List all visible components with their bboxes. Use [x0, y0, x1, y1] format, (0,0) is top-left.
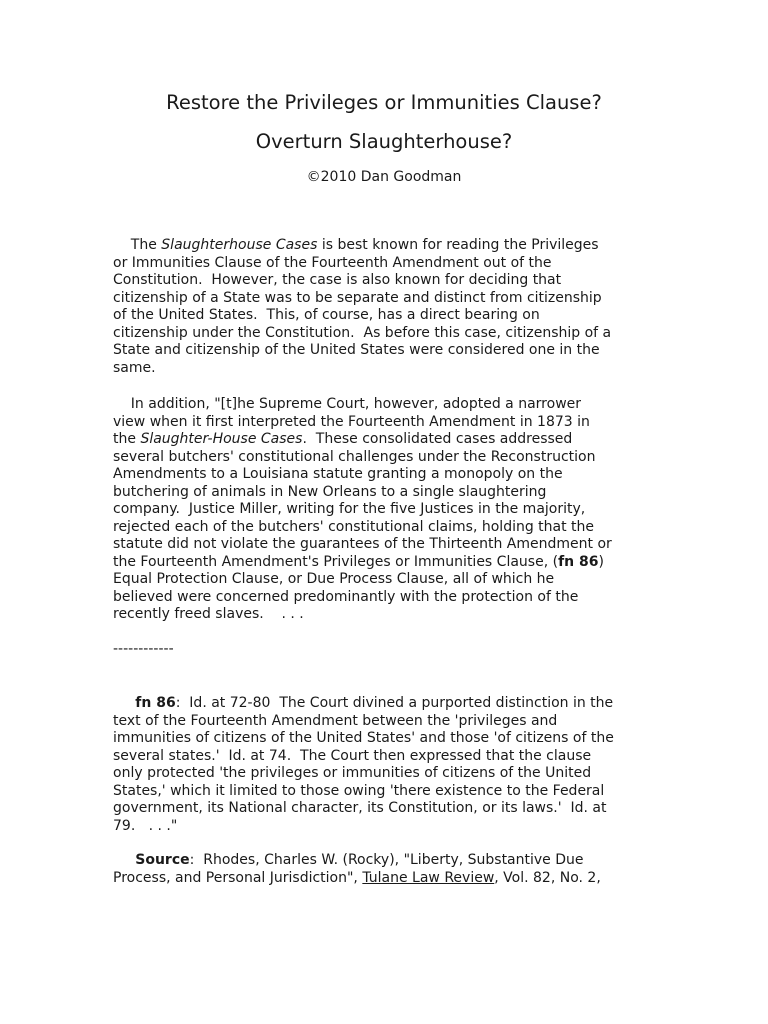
- source-line: [113, 852, 673, 870]
- footnote-line: [113, 695, 673, 713]
- paragraph-2-line: believed were concerned predominantly with the protection of the: [113, 588, 579, 605]
- text-run: [113, 852, 135, 868]
- paragraph-1-line: of the United States. This, of course, has a direct bearing on: [113, 307, 540, 323]
- paragraph-2-line: statute did not violate the guarantees of the Thirteenth Amendment or: [113, 536, 612, 552]
- text-run: [113, 695, 135, 711]
- footnote-line: government, its National character, its Constitution, or its laws.' Id. at: [113, 800, 607, 816]
- paragraph-1: [113, 237, 673, 377]
- title-line-2: Overturn Slaughterhouse?: [255, 130, 513, 153]
- paragraph-2-line: rejected each of the butchers' constitutional claims, holding that the: [113, 518, 595, 535]
- title-line-1: Restore the Privileges or Immunities Clause?: [166, 91, 602, 114]
- paragraph-2-line: In addition, "[t]he Supreme Court, however, adopted a narrower: [113, 396, 582, 412]
- paragraph-1-line: citizenship of a State was to be separate and distinct from citizenship: [113, 289, 602, 306]
- paragraph-2-line: butchering of animals in New Orleans to a single slaughtering: [113, 483, 547, 500]
- paragraph-1-line: State and citizenship of the United States were considered one in the: [113, 342, 600, 358]
- paragraph-2-line: Equal Protection Clause, or Due Process Clause, all of which he: [113, 571, 555, 587]
- text-run: Process, and Personal Jurisdiction",: [113, 869, 363, 886]
- paragraph-2-line: recently freed slaves. . . .: [113, 606, 304, 622]
- case-name-italic: Slaughterhouse Cases: [161, 237, 318, 253]
- text-run: , Vol. 82, No. 2,: [494, 869, 601, 886]
- source-line: [113, 870, 673, 888]
- paragraph-1-line-1: [113, 237, 673, 255]
- paragraph-1-line: or Immunities Clause of the Fourteenth Amendment out of the: [113, 254, 552, 271]
- case-name-italic: Slaughter-House Cases: [140, 431, 303, 447]
- footnote-line: only protected 'the privileges or immunities of citizens of the United: [113, 765, 592, 781]
- paragraph-2-line: [113, 431, 673, 449]
- paragraph-1-line: citizenship under the Constitution. As before this case, citizenship of a: [113, 324, 612, 341]
- paragraph-2-line: company. Justice Miller, writing for the five Justices in the majority,: [113, 501, 586, 517]
- footnote-label: fn 86: [135, 695, 176, 711]
- text-run: the Fourteenth Amendment's Privileges or Immunities Clause, (: [113, 553, 559, 570]
- text-run: . These consolidated cases addressed: [302, 431, 573, 447]
- paragraph-2-line: several butchers' constitutional challenges under the Reconstruction: [113, 448, 596, 465]
- journal-title: Tulane Law Review: [362, 869, 495, 886]
- footnote-line: 79. . . .": [113, 817, 178, 834]
- footnote-line: text of the Fourteenth Amendment between the 'privileges and: [113, 712, 558, 729]
- text-run: The: [113, 237, 162, 253]
- footnote-paragraph: [113, 695, 673, 835]
- footnote-line: immunities of citizens of the United States' and those 'of citizens of the: [113, 730, 614, 746]
- text-run: the: [113, 431, 141, 447]
- paragraph-2-line: Amendments to a Louisiana statute granting a monopoly on the: [113, 466, 563, 482]
- paragraph-1-line: same.: [113, 359, 156, 376]
- paragraph-1-line: Constitution. However, the case is also known for deciding that: [113, 272, 562, 288]
- footnote-separator: ------------: [113, 641, 174, 657]
- footnote-reference: fn 86: [558, 553, 599, 570]
- text-run: is best known for reading the Privileges: [317, 237, 599, 253]
- footnote-line: several states.' Id. at 74. The Court then expressed that the clause: [113, 747, 592, 764]
- paragraph-2-line: view when it first interpreted the Fourteenth Amendment in 1873 in: [113, 413, 590, 430]
- text-run: : Rhodes, Charles W. (Rocky), "Liberty, Substantive Due: [189, 852, 584, 868]
- text-run: ): [598, 553, 604, 570]
- copyright-line: ©2010 Dan Goodman: [306, 169, 462, 185]
- footnote-line: States,' which it limited to those owing 'there existence to the Federal: [113, 782, 605, 799]
- text-run: : Id. at 72-80 The Court divined a purported distinction in the: [175, 695, 614, 711]
- paragraph-2-line: [113, 554, 673, 572]
- source-label: Source: [135, 852, 190, 868]
- source-paragraph: [113, 852, 673, 887]
- paragraph-2: [113, 396, 673, 624]
